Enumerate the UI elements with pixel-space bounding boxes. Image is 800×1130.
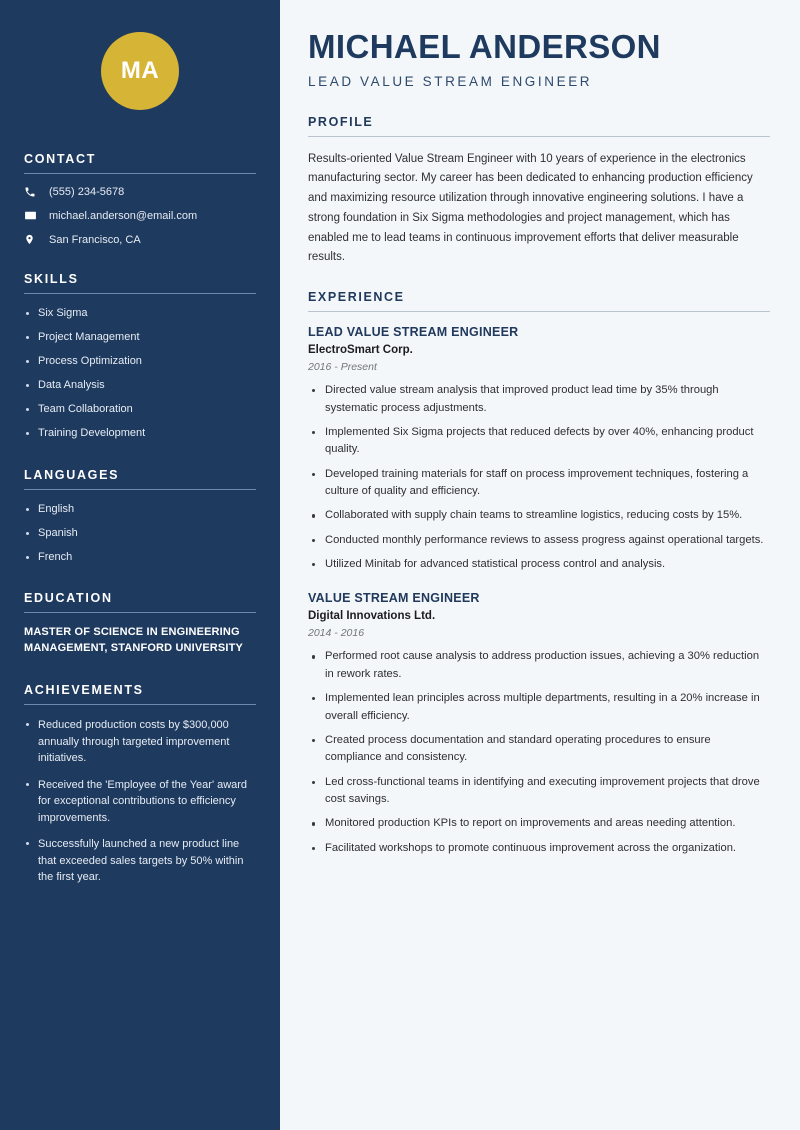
sidebar-heading-contact: CONTACT [24, 152, 97, 166]
list-item: Reduced production costs by $300,000 annually through targeted improvement initiatives. [24, 717, 256, 767]
divider [308, 311, 770, 312]
avatar: MA [101, 32, 179, 110]
experience-bullet-list [308, 382, 770, 573]
list-item: Project Management [24, 330, 256, 346]
experience-company: Digital Innovations Ltd. [308, 610, 436, 623]
envelope-icon [24, 209, 40, 222]
experience-bullet-list [308, 648, 770, 857]
divider [24, 704, 256, 705]
experience-job-title: LEAD VALUE STREAM ENGINEER [308, 325, 519, 340]
list-item: Performed root cause analysis to address production issues, achieving a 30% reduction in rework rates. [308, 648, 770, 683]
list-item: Implemented lean principles across multiple departments, resulting in a 20% increase in overall efficiency. [308, 690, 770, 725]
list-item: Successfully launched a new product line that exceeded sales targets by 50% within the first year. [24, 836, 256, 886]
sidebar-heading-languages: LANGUAGES [24, 467, 120, 482]
education-list [24, 625, 256, 657]
experience-dates: 2016 - Present [308, 361, 377, 374]
contact-value: San Francisco, CA [49, 233, 141, 246]
page-title: MICHAEL ANDERSON [308, 28, 661, 65]
divider [24, 489, 256, 490]
list-item: Process Optimization [24, 354, 256, 370]
achievements-list [24, 717, 256, 886]
heading-experience: EXPERIENCE [308, 290, 405, 305]
divider [308, 136, 770, 137]
main-content [280, 0, 800, 1130]
phone-icon [24, 186, 40, 198]
sidebar-section-education [24, 591, 256, 657]
list-item: Implemented Six Sigma projects that reduced defects by over 40%, enhancing product quality. [308, 424, 770, 459]
list-item: Facilitated workshops to promote continuous improvement across the organization. [308, 840, 770, 857]
list-item: Team Collaboration [24, 402, 256, 418]
languages-list [24, 502, 256, 566]
section-profile [308, 115, 770, 269]
list-item: Developed training materials for staff on process improvement techniques, fostering a culture of quality and efficiency. [308, 466, 770, 501]
list-item: Directed value stream analysis that improved product lead time by 35% through systematic process adjustments. [308, 382, 770, 417]
list-item: Conducted monthly performance reviews to assess progress against operational targets. [308, 532, 770, 549]
list-item: Collaborated with supply chain teams to streamline logistics, reducing costs by 15%. [308, 507, 770, 524]
sidebar-heading-skills: SKILLS [24, 272, 79, 286]
sidebar [0, 0, 280, 1130]
experience-entry [308, 591, 770, 857]
contact-value: michael.anderson@email.com [49, 209, 198, 222]
list-item: Six Sigma [24, 306, 256, 322]
experience-dates: 2014 - 2016 [308, 627, 365, 640]
list-item: French [24, 550, 256, 566]
experience-job-title: VALUE STREAM ENGINEER [308, 591, 480, 606]
divider [24, 173, 256, 174]
skills-list [24, 306, 256, 442]
list-item: English [24, 502, 256, 518]
education-entry: MASTER OF SCIENCE IN ENGINEERING MANAGEMENT, STANFORD UNIVERSITY [24, 626, 243, 655]
divider [24, 612, 256, 613]
contact-list [24, 186, 256, 246]
profile-text: Results-oriented Value Stream Engineer with 10 years of experience in the electronics manufacturing sector. My career has been dedicated to enhancing production efficiency and maximizing resource utilization through innovative engineering solutions. I have a strong foundation in Six Sigma methodologies and project management, which has enabled me to lead teams in continuous improvement efforts that deliver measurable results. [308, 152, 753, 264]
list-item: Spanish [24, 526, 256, 542]
job-role-subtitle: LEAD VALUE STREAM ENGINEER [308, 73, 593, 89]
list-item: Utilized Minitab for advanced statistical process control and analysis. [308, 556, 770, 573]
experience-company: ElectroSmart Corp. [308, 344, 413, 357]
divider [24, 293, 256, 294]
list-item: Created process documentation and standard operating procedures to ensure compliance and consistency. [308, 732, 770, 767]
sidebar-section-languages [24, 468, 256, 566]
contact-item[interactable] [24, 209, 256, 222]
contact-item[interactable] [24, 233, 256, 246]
list-item: Data Analysis [24, 378, 256, 394]
sidebar-section-contact [24, 152, 256, 246]
sidebar-section-achievements [24, 683, 256, 886]
list-item: Monitored production KPIs to report on improvements and areas needing attention. [308, 815, 770, 832]
heading-profile: PROFILE [308, 114, 374, 129]
experience-list [308, 325, 770, 857]
sidebar-heading-education: EDUCATION [24, 591, 113, 606]
sidebar-section-skills [24, 272, 256, 442]
sidebar-heading-achievements: ACHIEVEMENTS [24, 683, 144, 698]
list-item: Received the 'Employee of the Year' award for exceptional contributions to efficiency improvements. [24, 777, 256, 827]
avatar-container [24, 32, 256, 110]
location-pin-icon [24, 233, 40, 246]
list-item: Training Development [24, 426, 256, 442]
section-experience [308, 290, 770, 857]
list-item: Led cross-functional teams in identifying and executing improvement projects that drove cost savings. [308, 774, 770, 809]
experience-entry [308, 325, 770, 573]
contact-item[interactable] [24, 186, 256, 198]
contact-value: (555) 234-5678 [49, 186, 125, 198]
